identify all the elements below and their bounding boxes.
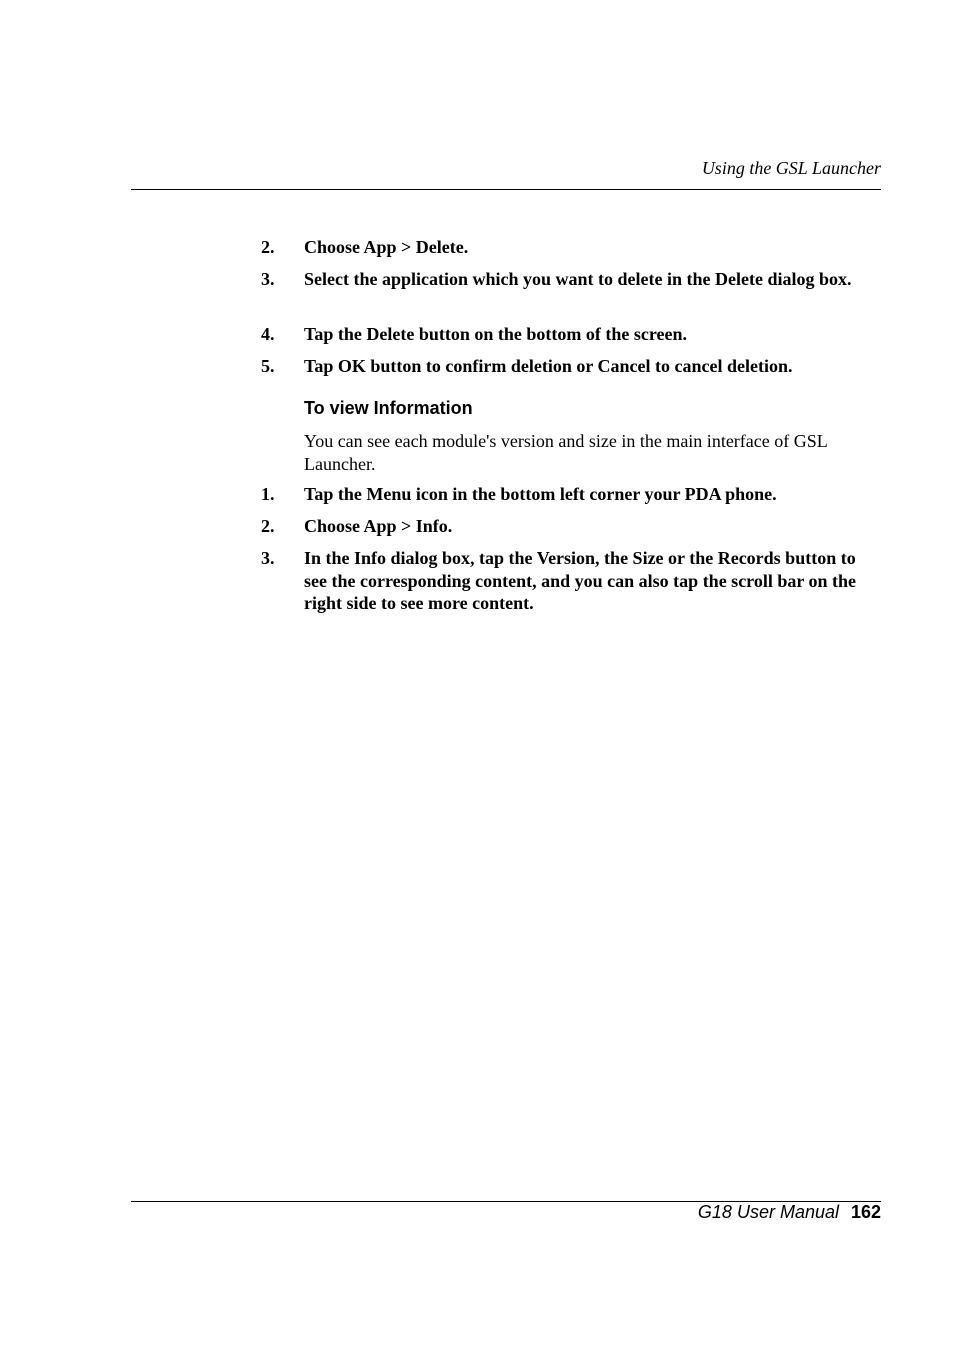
- step-text: In the Info dialog box, tap the Version, the Size or the Records button to see the corresponding content, and you can also tap the scroll bar on the right side to see more content.: [304, 548, 857, 613]
- step-number: 3.: [261, 548, 275, 568]
- step-text: Tap OK button to confirm deletion or Cancel to cancel deletion.: [304, 356, 793, 376]
- step-number: 1.: [261, 484, 275, 504]
- step-number: 2.: [261, 237, 275, 257]
- step-number: 5.: [261, 356, 275, 376]
- step-text: Tap the Menu icon in the bottom left corner your PDA phone.: [304, 484, 777, 504]
- step-number: 4.: [261, 324, 275, 344]
- header-rule: [131, 189, 881, 190]
- step-number: 3.: [261, 269, 275, 289]
- step-text: Choose App > Delete.: [304, 237, 469, 257]
- running-header: Using the GSL Launcher: [701, 158, 881, 178]
- footer-manual-title: G18 User Manual: [697, 1202, 839, 1222]
- section-heading: To view Information: [304, 398, 473, 418]
- page-number: 162: [850, 1202, 881, 1222]
- step-text: Select the application which you want to delete in the Delete dialog box.: [304, 269, 852, 289]
- step-text: Choose App > Info.: [304, 516, 453, 536]
- step-number: 2.: [261, 516, 275, 536]
- step-text: Tap the Delete button on the bottom of the screen.: [304, 324, 687, 344]
- section-intro: You can see each module's version and size in the main interface of GSL Launcher.: [304, 431, 828, 474]
